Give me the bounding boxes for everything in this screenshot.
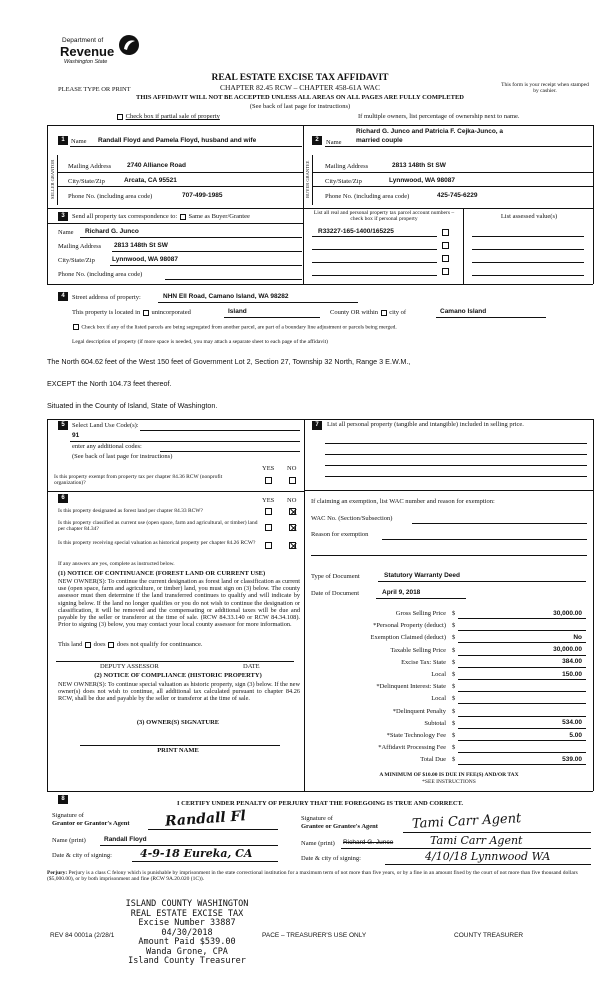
forest-no-checkbox[interactable] [289, 508, 296, 515]
fee-underline-12 [458, 764, 586, 765]
partial-sale: Check box if partial sale of property [116, 113, 220, 120]
exempt-no-checkbox[interactable] [289, 477, 296, 484]
buyer-name-label: Name [326, 139, 342, 146]
grantee-name-value: Tami Carr Agent [430, 834, 523, 847]
fee-underline-11 [458, 752, 586, 753]
fee-currency-2: $ [452, 634, 456, 642]
grantee-sig-label1: Signature of [301, 815, 333, 822]
fee-currency-12: $ [452, 756, 456, 764]
stamp-line-6: Island County Treasurer [128, 956, 246, 967]
fee-currency-1: $ [452, 622, 456, 630]
dept-line2: Revenue [60, 44, 115, 59]
notice2-title: (2) NOTICE OF COMPLIANCE (HISTORIC PROPERTY) [94, 672, 262, 679]
notice1-body: NEW OWNER(S): To continue the current designation as forest land or classification as current use (open space, farm and agriculture, or timber) land, you must sign on (3) below. The county assessor must then determine if the land transferred continues to qualify and will indicate by signing below. If the land no longer qualifies or you do not wish to continue the designation or classification, it will be removed and the compensating or additional taxes will be due and payable by the seller or transferor at the time of sale. (RCW 84.33.140 or RCW 84.34.108). Prior to signing (3) below, you may contact your local county assessor for more information. [58, 578, 300, 629]
fee-value-0: 30,000.00 [553, 609, 582, 617]
corr-city-value: Lynnwood, WA 98087 [112, 256, 178, 263]
corr-name-label: Name [58, 229, 74, 236]
seller-city-value: Arcata, CA 95521 [124, 177, 177, 184]
unincorporated-checkbox[interactable] [143, 310, 149, 316]
buyer-phone-value: 425-745-6229 [437, 192, 478, 199]
seller-name-value: Randall Floyd and Pamela Floyd, husband and wife [98, 137, 257, 144]
section-6-number: 6 [58, 494, 68, 503]
buyer-city-value: Lynnwood, WA 98087 [389, 177, 455, 184]
seller-mailing-value: 2740 Alliance Road [127, 162, 187, 169]
section-5-number: 5 [58, 421, 68, 430]
fee-label-8: *Delinquent Penalty [392, 707, 446, 715]
fee-currency-0: $ [452, 610, 456, 617]
treasurer-stamp [92, 900, 282, 967]
legal-line3: Situated in the County of Island, State of Washington. [47, 401, 218, 410]
grantor-date-label: Date & city of signing: [52, 852, 112, 859]
print-note: PLEASE TYPE OR PRINT [58, 86, 131, 93]
fee-label-6: *Delinquent Interest: State [376, 683, 446, 691]
fee-label-9: Subtotal [424, 719, 446, 727]
section-3-number: 3 [58, 212, 68, 221]
street-value: NHN Ell Road, Camano Island, WA 98282 [163, 293, 289, 300]
certify-line: I CERTIFY UNDER PENALTY OF PERJURY THAT THE FOREGOING IS TRUE AND CORRECT. [176, 800, 463, 807]
fee-label-3: Taxable Selling Price [390, 646, 446, 654]
located-line: This property is located in unincorporated [72, 309, 191, 316]
doc-date-label: Date of Document [311, 590, 360, 597]
section-4-number: 4 [58, 292, 68, 301]
page-title: REAL ESTATE EXCISE TAX AFFIDAVIT [211, 73, 389, 83]
buyer-side-label: BUYER GRANTEE [305, 160, 310, 198]
seller-city-label: City/State/Zip [68, 178, 105, 185]
buyer-name-line2: married couple [356, 137, 403, 144]
land-use-label: Select Land Use Code(s): [72, 422, 139, 429]
fee-underline-9 [458, 728, 586, 729]
perjury-note: Perjury: Perjury is a class C felony which is punishable by imprisonment in the state correctional institution for a maximum term of not more than five years, or by a fine in an amount fixed by the court of not more than five thousand dollars ($5,000.00), or by both imprisonment and fine (RCW 9A.20.020 (1C)). [47, 870, 578, 883]
grantee-date-value: 4/10/18 Lynnwood WA [425, 850, 551, 863]
grantee-date-label: Date & city of signing: [301, 855, 361, 862]
fee-underline-10 [458, 740, 586, 741]
corr-city-label: City/State/Zip [58, 257, 95, 264]
fee-value-5: 150.00 [562, 670, 582, 678]
reason-label: Reason for exemption [311, 531, 369, 538]
corr-name-value: Richard G. Junco [85, 228, 139, 235]
s6-no-header: NO [287, 497, 297, 504]
section-1-number: 1 [58, 136, 68, 145]
segregated-note: Check box if any of the listed parcels are being segregated from another parcel, are part of a boundary line adjustment or parcels being merged. [72, 324, 592, 330]
legal-line1: The North 604.62 feet of the West 150 feet of Government Lot 2, Section 27, Township 32 North, Range 3 E.W.M., [47, 357, 411, 366]
corr-phone-label: Phone No. (including area code) [58, 271, 143, 278]
assessed-header: List assessed value(s) [500, 213, 558, 220]
forest-yes-checkbox[interactable] [265, 508, 272, 515]
doc-date-value: April 9, 2018 [382, 589, 421, 596]
fee-value-2: No [573, 633, 582, 641]
fee-currency-6: $ [452, 683, 456, 691]
exempt-question: Is this property exempt from property tax per chapter 84.36 RCW (nonprofit organization)? [54, 474, 223, 487]
fee-value-4: 384.00 [562, 658, 582, 666]
grantor-sig-label1: Signature of [52, 812, 84, 819]
parcel-4-personal-checkbox[interactable] [442, 268, 449, 275]
fee-label-4: Excise Tax: State [401, 658, 446, 666]
grantee-name-struck: Richard G. Junco [343, 839, 394, 846]
seller-phone-label: Phone No. (including area code) [68, 193, 153, 200]
corr-mailing-value: 2813 148th St SW [114, 242, 168, 249]
fee-value-10: 5.00 [569, 731, 582, 739]
fee-label-5: Local [431, 671, 446, 678]
fee-currency-7: $ [452, 695, 456, 703]
personal-property-label: List all personal property (tangible and intangible) included in selling price. [327, 421, 524, 428]
stamp-line-0: ISLAND COUNTY WASHINGTON [125, 899, 249, 909]
doc-type-label: Type of Document [311, 573, 360, 580]
seller-side-label: SELLER GRANTOR [50, 159, 55, 199]
fee-label-1: *Personal Property (deduct) [373, 622, 446, 630]
stamp-line-3: 04/30/2018 [161, 927, 213, 938]
segregated-checkbox[interactable] [73, 324, 79, 330]
notice2-body: NEW OWNER(S): To continue special valuation as historic property, sign (3) below. If the new owner(s) does not wish to continue, all additional tax calculated pursuant to chapter 84.26 RCW, shall be due and payable by the seller or transferor at the time of sale. [58, 681, 300, 703]
fee-value-3: 30,000.00 [553, 646, 582, 654]
grantor-name-label: Name (print) [52, 837, 86, 844]
legal-label: Legal description of property (if more space is needed, you may attach a separate sheet to each page of the affidavit) [72, 339, 328, 345]
current-use-yes-checkbox[interactable] [265, 524, 272, 531]
minimum-note: A MINIMUM OF $10.00 IS DUE IN FEE(S) AND/OR TAX [379, 772, 519, 778]
seller-name-label: Name [71, 138, 87, 145]
dept-line3: Washington State [64, 59, 108, 65]
parcel-1-personal-checkbox[interactable] [442, 229, 449, 236]
see-back-line: (See back of last page for instructions) [249, 103, 351, 110]
county-or-within: County OR within city of [330, 309, 407, 316]
grantee-signature: Tami Carr Agent [411, 811, 522, 832]
does-not-checkbox[interactable] [108, 642, 114, 648]
fee-underline-2 [458, 642, 586, 643]
parcel-1-value: R33227-165-1400/165225 [318, 228, 394, 235]
fee-label-11: *Affidavit Processing Fee [378, 744, 446, 752]
fee-label-2: Exemption Claimed (deduct) [370, 634, 446, 642]
buyer-phone-label: Phone No. (including area code) [325, 193, 410, 200]
fee-currency-9: $ [452, 719, 456, 727]
corr-mailing-label: Mailing Address [58, 243, 102, 250]
grantee-name-label: Name (print) [301, 840, 335, 847]
grantee-sig-label2: Grantee or Grantee's Agent [301, 823, 378, 830]
street-label: Street address of property: [72, 294, 141, 301]
land-use-code: 91 [72, 432, 80, 439]
doc-type-value: Statutory Warranty Deed [384, 572, 460, 579]
current-use-no-checkbox[interactable] [289, 524, 296, 531]
stamp-line-4: Amount Paid $539.00 [138, 937, 236, 948]
section-2-number: 2 [312, 136, 322, 145]
grantor-signature: Randall Fl [164, 808, 247, 830]
fee-underline-7 [458, 703, 586, 704]
historic-question: Is this property receiving special valuation as historical property per chapter 84.26 RCW? [58, 540, 256, 546]
owner-signature-label: (3) OWNER(S) SIGNATURE [136, 719, 220, 726]
fee-label-7: Local [431, 695, 446, 703]
fee-currency-8: $ [452, 707, 456, 715]
if-yes-note: If any answers are yes, complete as instructed below. [58, 561, 175, 567]
warning-line: THIS AFFIDAVIT WILL NOT BE ACCEPTED UNLESS ALL AREAS ON ALL PAGES ARE FULLY COMPLETED [136, 94, 464, 101]
stamp-line-5: Wanda Grone, CPA [146, 946, 228, 957]
statute-line: CHAPTER 82.45 RCW – CHAPTER 458-61A WAC [220, 83, 380, 92]
does-checkbox[interactable] [85, 642, 91, 648]
fee-value-9: 534.00 [562, 719, 582, 727]
grantor-name-value: Randall Floyd [104, 836, 147, 843]
fee-underline-5 [458, 679, 586, 680]
county-treasurer: COUNTY TREASURER [454, 932, 524, 939]
notice1-title: (1) NOTICE OF CONTINUANCE (FOREST LAND OR CURRENT USE) [58, 570, 266, 577]
fee-label-12: Total Due [420, 756, 446, 764]
wac-label: WAC No. (Section/Subsection) [311, 515, 393, 522]
fee-label-0: Gross Selling Price [395, 610, 446, 617]
partial-sale-checkbox[interactable] [117, 114, 123, 120]
section-7-number: 7 [312, 421, 322, 430]
multiple-owners-note: If multiple owners, list percentage of ownership next to name. [358, 113, 520, 120]
buyer-city-label: City/State/Zip [325, 178, 362, 185]
parcel-2-personal-checkbox[interactable] [442, 242, 449, 249]
city-value: Camano Island [440, 308, 487, 315]
fee-underline-6 [458, 691, 586, 692]
fee-value-12: 539.00 [562, 755, 582, 763]
section-8-number: 8 [58, 795, 68, 804]
fee-underline-1 [458, 630, 586, 631]
land-use-other: enter any additional codes: [72, 443, 142, 450]
s6-yes-header: YES [262, 497, 275, 504]
revenue-logo [62, 34, 152, 70]
see-instructions: *SEE INSTRUCTIONS [422, 779, 476, 785]
dept-line1: Department of [62, 37, 104, 44]
land-qualify: This land does does not qualify for continuance. [58, 641, 203, 648]
same-as-buyer-checkbox[interactable] [180, 214, 186, 220]
s5-no-header: NO [287, 465, 297, 472]
fee-label-10: *State Technology Fee [386, 732, 446, 739]
fee-currency-10: $ [452, 732, 456, 739]
s5-yes-header: YES [262, 465, 275, 472]
seller-mailing-label: Mailing Address [68, 163, 112, 170]
fee-underline-0 [458, 618, 586, 619]
parcel-3-personal-checkbox[interactable] [442, 255, 449, 262]
correspondence-intro: Send all property tax correspondence to: Same as Buyer/Grantee [72, 213, 250, 220]
grantor-sig-label2: Grantor or Grantor's Agent [52, 820, 130, 827]
form-number: REV 84 0001a (2/28/1 [50, 932, 115, 939]
historic-yes-checkbox[interactable] [265, 542, 272, 549]
revenue-seal-icon [118, 34, 140, 56]
exempt-yes-checkbox[interactable] [265, 477, 272, 484]
stamp-line-2: Excise Number 33887 [138, 918, 236, 929]
legal-line2: EXCEPT the North 104.73 feet thereof. [47, 379, 172, 388]
fee-underline-3 [458, 655, 586, 656]
grantor-date-value: 4-9-18 Eureka, CA [140, 847, 253, 860]
receipt-note: This form is your receipt when stamped by cashier. [501, 82, 589, 95]
city-of-checkbox[interactable] [381, 310, 387, 316]
buyer-name-line1: Richard G. Junco and Patricia F. Cejka-Junco, a [356, 128, 504, 135]
fee-currency-3: $ [452, 646, 456, 654]
fee-underline-4 [458, 667, 586, 668]
deputy-date-label: DATE [243, 663, 260, 670]
print-name-label: PRINT NAME [157, 747, 199, 754]
land-use-see-back: (See back of last page for instructions) [72, 453, 173, 460]
county-value: Island [228, 308, 247, 315]
fee-currency-5: $ [452, 671, 456, 678]
exemption-label: If claiming an exemption, list WAC number and reason for exemption: [311, 498, 495, 505]
parcels-header: List all real and personal property tax parcel account numbers – check box if personal property [313, 210, 455, 223]
seller-phone-value: 707-499-1985 [182, 192, 223, 199]
treasurer-use-only: PACE – TREASURER'S USE ONLY [262, 932, 367, 939]
buyer-mailing-label: Mailing Address [325, 163, 369, 170]
fee-currency-4: $ [452, 658, 456, 666]
historic-no-checkbox[interactable] [289, 542, 296, 549]
fee-currency-11: $ [452, 744, 456, 752]
stamp-line-1: REAL ESTATE EXCISE TAX [130, 908, 244, 919]
buyer-mailing-value: 2813 148th St SW [392, 162, 446, 169]
current-use-question: Is this property classified as current use (open space, farm and agricultural, or timber) land per chapter 84.34? [58, 520, 258, 533]
fee-underline-8 [458, 716, 586, 717]
forest-question: Is this property designated as forest land per chapter 84.33 RCW? [58, 508, 203, 514]
deputy-assessor-label: DEPUTY ASSESSOR [100, 663, 159, 670]
